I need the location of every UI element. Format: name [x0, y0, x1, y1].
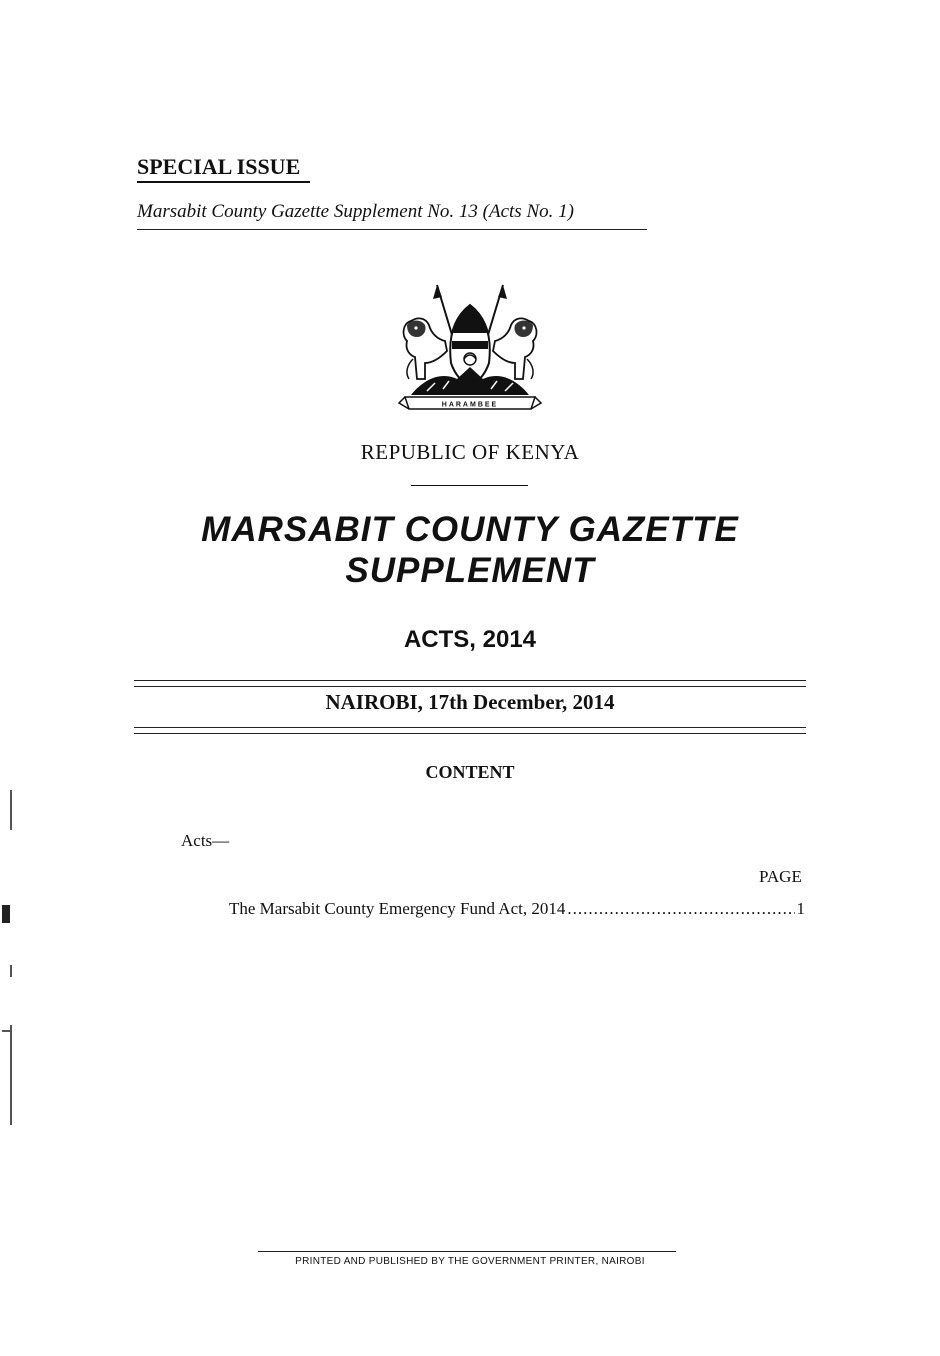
- scan-mark: [2, 905, 10, 923]
- republic-heading: REPUBLIC OF KENYA: [360, 440, 580, 464]
- toc-leader-dots: [567, 899, 794, 919]
- acts-section-label: Acts—: [181, 831, 230, 850]
- supplement-reference: Marsabit County Gazette Supplement No. 13 (Acts No. 1): [137, 201, 574, 222]
- toc-entry-title: The Marsabit County Emergency Fund Act, 2014: [229, 899, 566, 918]
- content-heading: CONTENT: [425, 762, 515, 782]
- kenya-coat-of-arms-icon: [397, 283, 543, 413]
- dateline-bottom-rule: [134, 727, 806, 734]
- supplement-reference-underline: [137, 229, 647, 230]
- scan-mark: [10, 965, 12, 977]
- toc-entry-page: 1: [796, 899, 805, 918]
- gazette-title: [0, 509, 940, 591]
- dateline: NAIROBI, 17th December, 2014: [325, 690, 615, 714]
- toc-entry[interactable]: [229, 899, 805, 919]
- scan-mark: [10, 1025, 12, 1125]
- gazette-title-line-1: MARSABIT COUNTY GAZETTE: [201, 510, 739, 549]
- scan-mark: [10, 790, 12, 830]
- republic-rule: [411, 485, 528, 486]
- special-issue-underline: [137, 181, 310, 183]
- acts-year-heading: ACTS, 2014: [403, 626, 537, 653]
- special-issue-label: SPECIAL ISSUE: [137, 154, 301, 179]
- emblem-motto: HARAMBEE: [441, 401, 499, 409]
- dateline-top-rule: [134, 680, 806, 687]
- gazette-title-line-2: SUPPLEMENT: [345, 551, 595, 590]
- printer-footer: PRINTED AND PUBLISHED BY THE GOVERNMENT PRINTER, NAIROBI: [295, 1256, 645, 1267]
- scan-mark: [2, 1030, 10, 1032]
- footer-rule: [258, 1251, 676, 1252]
- page-column-label: PAGE: [759, 867, 802, 886]
